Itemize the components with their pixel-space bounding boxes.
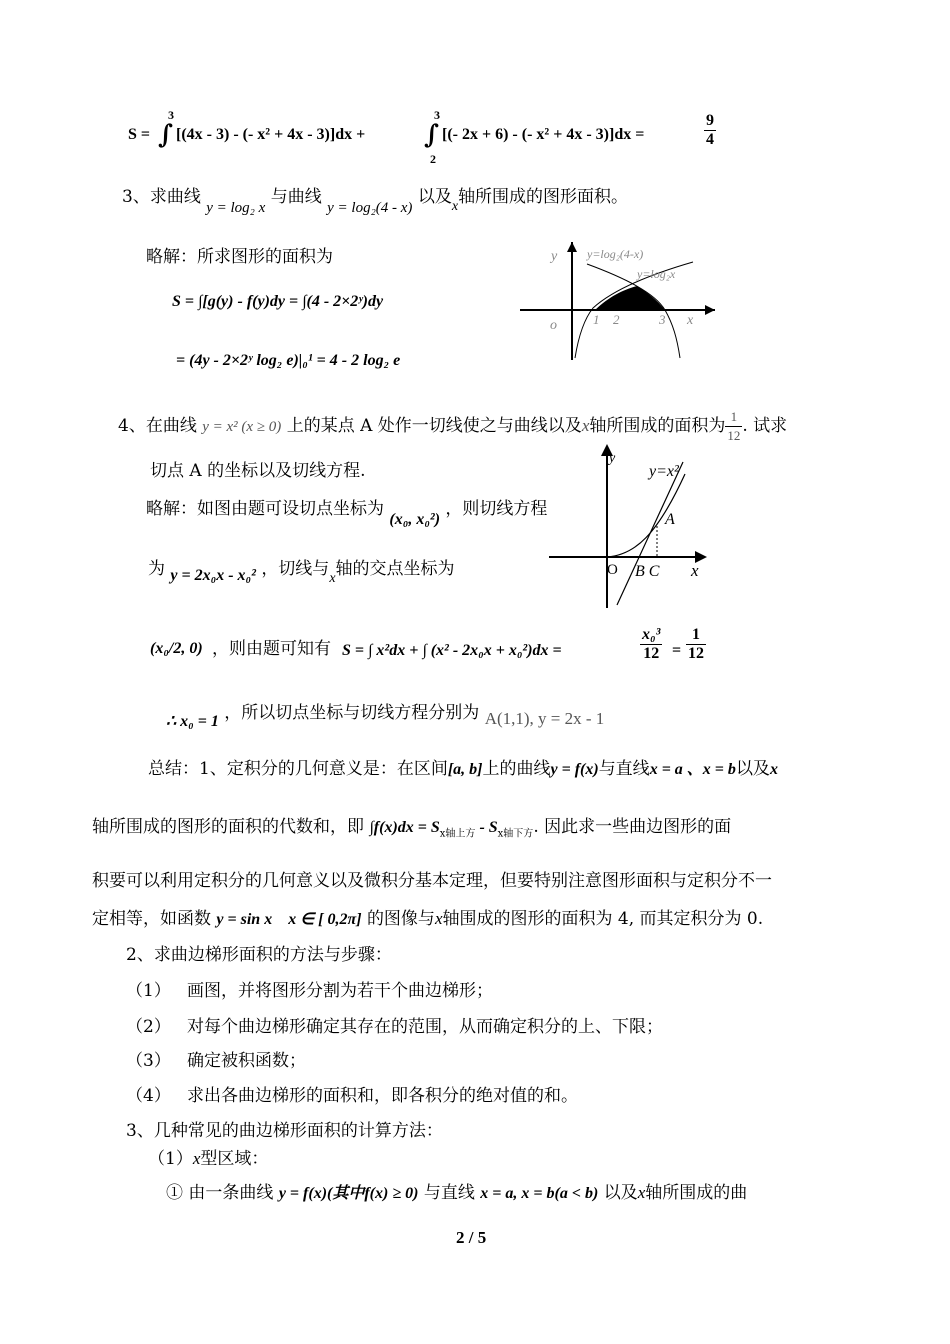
summary-1c: 上的曲线	[482, 759, 551, 779]
summary-4c: 的图像与	[366, 909, 435, 929]
fig2-bc-label: B C	[635, 563, 660, 580]
summary-1a: 总结：1、定积分的几何意义是：在区间	[148, 759, 448, 779]
p4-frac-den: 12	[727, 428, 741, 443]
fig2-tangent-line	[617, 462, 683, 605]
p4-solution-1	[146, 498, 548, 528]
p4sol3-res-num: x₀³	[642, 626, 661, 643]
summary-circ-1	[166, 1182, 747, 1205]
summary-c1f: x	[637, 1183, 646, 1202]
p4-mid: 上的某点 A 处作一切线使之与曲线以及	[286, 416, 582, 436]
summary-c1e: 以及	[603, 1183, 638, 1203]
p4-solution-4	[166, 702, 605, 730]
p4sol4-mid: ，所以切点坐标与切线方程分别为	[224, 703, 480, 723]
summary-4a: 定相等，如函数	[92, 909, 211, 929]
eq1-result-den: 4	[706, 131, 714, 148]
p3-mid: 与曲线	[270, 187, 322, 207]
p4-frac-num: 1	[725, 408, 742, 427]
summary-2b: ∫f(x)dx = S	[369, 819, 440, 836]
integral-sign-icon: ∫	[158, 120, 174, 150]
p4sol2-line: y = 2x₀x - x₀²	[170, 567, 256, 584]
p4sol3-res2-den: 12	[688, 645, 704, 662]
summary-c1a: ① 由一条曲线	[166, 1183, 274, 1203]
p3-curve1: y = log₂ x	[206, 200, 266, 216]
fig1-tick2: 2	[613, 312, 620, 327]
p3-solution-line2: = (4y - 2×2ʸ log₂ e)|₀¹ = 4 - 2 log₂ e	[176, 352, 401, 369]
fig1-tick1: 1	[593, 312, 600, 327]
p4sol2-suffix: 轴的交点坐标为	[335, 559, 455, 579]
p4-axis: x	[581, 416, 590, 435]
summary-1h: x	[769, 761, 778, 778]
p4sol2-prefix: 为	[148, 559, 165, 579]
summary-1g: 以及	[735, 759, 770, 779]
summary-c1c: 与直线	[423, 1183, 475, 1203]
summary-line-3: 积要可以利用定积分的几何意义以及微积分基本定理，但要特别注意图形面积与定积分不一	[92, 871, 772, 891]
eq1-upper2: 3	[434, 108, 440, 122]
summary-c1d: x = a, x = b(a < b)	[480, 1185, 599, 1202]
p4-suffix: . 试求	[742, 416, 788, 436]
figure-log-curves	[515, 238, 720, 364]
p4sol4-prefix: ∴ x₀ = 1	[166, 713, 219, 730]
eq1-upper1: 3	[168, 108, 174, 122]
summary-sub-1	[148, 1148, 268, 1170]
summary-sub1a: （1）	[148, 1149, 193, 1169]
summary-4d: x	[434, 909, 443, 928]
fig2-x-label: x	[691, 561, 699, 580]
p4sol2-mid: ，切线与	[261, 559, 330, 579]
summary-sub1c: 型区域：	[200, 1149, 269, 1169]
integral-sign-icon: ∫	[424, 120, 440, 150]
fig1-x-arrow-icon	[705, 305, 715, 315]
p4sol3-result2	[686, 626, 706, 663]
summary-item-3: 3、几种常见的曲边梯形面积的计算方法：	[126, 1121, 443, 1141]
p4-mid2: 轴所围成的面积为	[589, 416, 726, 436]
p4-prefix: 4、在曲线	[118, 416, 197, 436]
p4sol3-res-den: 12	[643, 645, 660, 662]
summary-step-4: （4） 求出各曲边梯形的面积和，即各积分的绝对值的和。	[126, 1086, 579, 1106]
summary-c1g: 轴所围成的曲	[645, 1183, 748, 1203]
p3-solution-line1: S = ∫[g(y) - f(y)dy = ∫(4 - 2×2ʸ)dy	[172, 293, 384, 310]
fig1-curve-a-label: y=log₂(4-x)	[587, 247, 644, 261]
p3-solution-label: 略解：所求图形的面积为	[146, 247, 333, 267]
p4-solution-2	[148, 558, 455, 586]
fig2-a-label: A	[665, 511, 675, 528]
p4sol1-label: 略解：如图由题可设切点坐标为	[146, 499, 384, 519]
eq1-int2: [(- 2x + 6) - (- x² + 4x - 3)]dx =	[442, 126, 645, 143]
summary-4b: y = sin x x ∈ [ 0,2π]	[216, 911, 362, 928]
summary-step-1: （1） 画图，并将图形分割为若干个曲边梯形；	[126, 981, 494, 1001]
eq1-int1: [(4x - 3) - (- x² + 4x - 3)]dx +	[176, 126, 366, 143]
summary-step-2: （2） 对每个曲边梯形确定其存在的范围，从而确定积分的上、下限；	[126, 1017, 664, 1037]
summary-2d: . 因此求一些曲边图形的面	[533, 817, 732, 837]
summary-1f: x = a 、x = b	[649, 761, 736, 778]
p4sol3-mid: ，则由题可知有	[212, 639, 331, 659]
summary-line-2	[92, 816, 731, 845]
summary-1d: y = f(x)	[550, 761, 599, 778]
summary-2c: - S	[475, 819, 498, 836]
p4-line2: 切点 A 的坐标以及切线方程.	[150, 461, 366, 481]
p3-suffix: 轴所围成的图形面积。	[458, 187, 629, 207]
summary-sub1b: x	[192, 1149, 201, 1168]
summary-c1b: y = f(x)(其中f(x) ≥ 0)	[278, 1185, 419, 1202]
p3-prefix: 3、求曲线	[122, 187, 201, 207]
eq1-result-num: 9	[706, 112, 714, 129]
summary-4e: 轴围成的图形的面积为 4, 而其定积分为 0.	[442, 909, 764, 929]
summary-step-3: （3） 确定被积函数；	[126, 1051, 307, 1071]
figure-parabola-tangent	[545, 440, 715, 610]
fig1-y-label: y	[551, 249, 558, 264]
problem-3	[122, 186, 629, 216]
p4sol2-axis: x	[329, 571, 336, 586]
page-number: 2 / 5	[456, 1228, 487, 1247]
fig1-x-label: x	[687, 313, 694, 328]
p4-curve: y = x² (x ≥ 0)	[202, 419, 282, 435]
fig1-o-label: o	[550, 318, 557, 333]
p4sol3-res2-num: 1	[686, 626, 706, 645]
fig2-o-label: O	[607, 562, 618, 578]
summary-2sub2: x轴下方	[497, 828, 534, 840]
fig1-tick3: 3	[659, 312, 666, 327]
summary-2a: 轴所围成的图形的面积的代数和，即	[92, 817, 364, 837]
p3-axis: x	[451, 199, 459, 214]
summary-2sub1: x轴上方	[439, 828, 476, 840]
p4sol3-point: (x₀/2, 0)	[150, 640, 203, 657]
p4sol4-result: A(1,1), y = 2x - 1	[484, 709, 605, 728]
fig1-y-arrow-icon	[567, 242, 577, 252]
fig2-curve-label: y=x²	[649, 463, 679, 480]
p3-curve2: y = log₂(4 - x)	[327, 200, 413, 216]
p4sol3-eq: =	[672, 642, 682, 659]
p4sol3-formula: S = ∫ x²dx + ∫ (x² - 2x₀x + x₀²)dx =	[342, 642, 562, 659]
summary-1b: [a, b]	[447, 761, 483, 778]
p3-mid2: 以及	[417, 187, 452, 207]
fig2-y-label: y	[609, 451, 616, 466]
summary-item-2: 2、求曲边梯形面积的方法与步骤：	[126, 945, 392, 965]
summary-line-1	[148, 758, 778, 781]
eq1-lower2: 2	[430, 152, 436, 166]
summary-line-4	[92, 908, 763, 931]
summary-1e: 与直线	[598, 759, 650, 779]
fig1-curve-b-label: y=log₂x	[637, 267, 676, 281]
p4-fraction	[725, 408, 742, 445]
p4sol1-point: (x₀, x₀²)	[389, 511, 441, 528]
p4sol3-result	[640, 626, 662, 663]
p4sol1-suffix: ，则切线方程	[445, 499, 548, 519]
eq1-lhs: S =	[128, 126, 151, 143]
eq1-result	[704, 112, 716, 149]
